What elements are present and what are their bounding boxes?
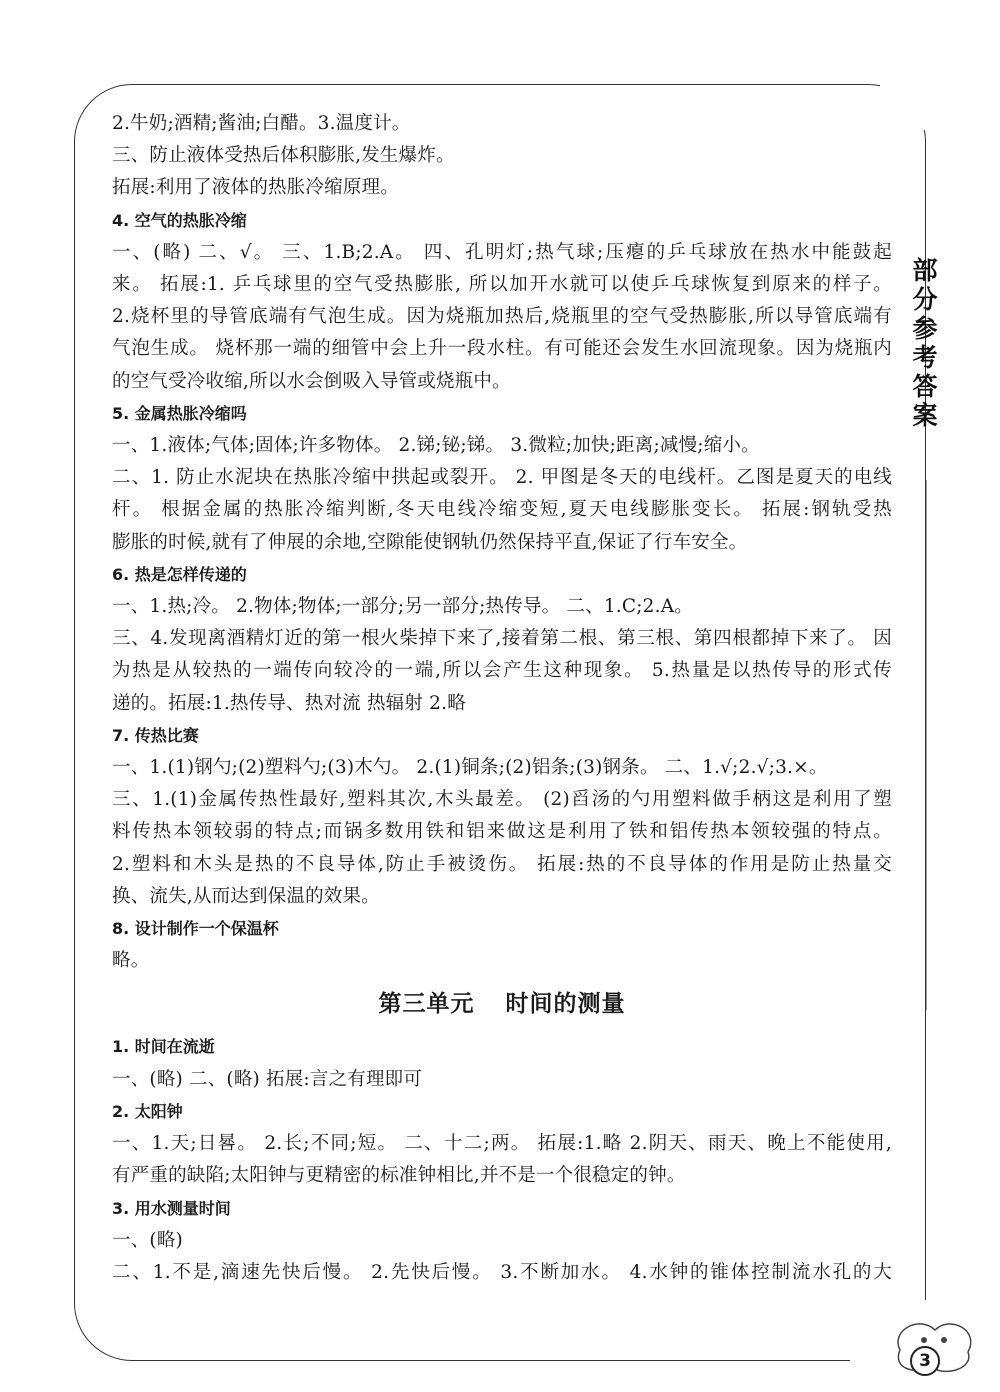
page-number: 3 [910, 1346, 940, 1376]
answer-line: 一、1.天;日晷。 2.长;不同;短。 二、十二;两。 拓展:1.略 2.阴天、雨天、晚上不能使用, [112, 1133, 892, 1155]
section-heading: 6. 热是怎样传递的 [112, 564, 247, 584]
answer-line: 一、1.热;冷。 2.物体;物体;一部分;另一部分;热传导。 二、1.C;2.A。 [112, 596, 693, 618]
answer-line: 换、流失,从而达到保温的效果。 [112, 885, 380, 907]
section-heading: 4. 空气的热胀冷缩 [112, 210, 247, 230]
answer-line: 为热是从较热的一端传向较冷的一端,所以会产生这种现象。 5.热量是以热传导的形式传 [112, 660, 892, 682]
answer-line: 一、(略) [112, 1229, 183, 1251]
answer-line: 二、1.不是,滴速先快后慢。 2.先快后慢。 3.不断加水。 4.水钟的锥体控制流水孔的大 [112, 1261, 892, 1283]
answer-line: 来。 拓展:1. 乒乓球里的空气受热膨胀, 所以加开水就可以使乒乓球恢复到原来的样子。 [112, 274, 892, 296]
answer-line: 略。 [112, 950, 150, 972]
section-side-label: 部分参考答案 [912, 256, 938, 430]
section-heading: 5. 金属热胀冷缩吗 [112, 403, 247, 423]
answer-line: 递的。拓展:1.热传导、热对流 热辐射 2.略 [112, 692, 466, 714]
answer-line: 一、1.液体;气体;固体;许多物体。 2.锑;铋;锑。 3.微粒;加快;距离;减慢;缩小。 [112, 435, 760, 457]
answer-line: 拓展:利用了液体的热胀冷缩原理。 [112, 177, 399, 199]
answer-line: 2.塑料和木头是热的不良导体,防止手被烫伤。 拓展:热的不良导体的作用是防止热量交 [112, 853, 892, 875]
answer-line: 三、4.发现离酒精灯近的第一根火柴掉下来了,接着第二根、第三根、第四根都掉下来了。 因 [112, 628, 892, 650]
section-heading: 1. 时间在流逝 [112, 1037, 215, 1057]
answer-line: 2.烧杯里的导管底端有气泡生成。因为烧瓶加热后,烧瓶里的空气受热膨胀,所以导管底端有 [112, 306, 892, 328]
answer-content [112, 108, 892, 1289]
frame-corner-mask [880, 60, 960, 130]
answer-line: 膨胀的时候,就有了伸展的余地,空隙能使钢轨仍然保持平直,保证了行车安全。 [112, 531, 748, 553]
answer-line: 有严重的缺陷;太阳钟与更精密的标准钟相比,并不是一个很稳定的钟。 [112, 1165, 686, 1187]
answer-line: 杆。 根据金属的热胀冷缩判断,冬天电线冷缩变短,夏天电线膨胀变长。 拓展:钢轨受热 [112, 499, 892, 521]
side-divider [926, 480, 927, 1010]
answer-line: 二、1. 防止水泥块在热胀冷缩中拱起或裂开。 2. 甲图是冬天的电线杆。乙图是夏天的电线 [112, 467, 892, 489]
answer-line: 一、1.(1)钢勺;(2)塑料勺;(3)木勺。 2.(1)铜条;(2)铝条;(3)钢条。 二、1.√;2.√;3.×。 [112, 757, 828, 779]
section-heading: 8. 设计制作一个保温杯 [112, 919, 279, 939]
answer-line: 的空气受冷收缩,所以水会倒吸入导管或烧瓶中。 [112, 370, 511, 392]
answer-line: 三、1.(1)金属传热性最好,塑料其次,木头最差。 (2)舀汤的勺用塑料做手柄这是利用了塑 [112, 789, 892, 811]
answer-line: 气泡生成。 烧杯那一端的细管中会上升一段水柱。有可能还会发生水回流现象。因为烧瓶内 [112, 338, 892, 360]
answer-line: 三、防止液体受热后体积膨胀,发生爆炸。 [112, 145, 455, 167]
section-heading: 2. 太阳钟 [112, 1101, 183, 1121]
answer-line: 一、(略) 二、√。 三、1.B;2.A。 四、孔明灯;热气球;压瘪的乒乓球放在热水中能鼓起 [112, 241, 892, 263]
answer-line: 2.牛奶;酒精;酱油;白醋。3.温度计。 [112, 113, 411, 134]
unit-title: 第三单元 时间的测量 [378, 991, 626, 1018]
answer-line: 一、(略) 二、(略) 拓展:言之有理即可 [112, 1068, 423, 1090]
section-heading: 3. 用水测量时间 [112, 1198, 231, 1218]
answer-line: 料传热本领较弱的特点;而锅多数用铁和铝来做这是利用了铁和铝传热本领较强的特点。 [112, 821, 892, 843]
section-heading: 7. 传热比赛 [112, 725, 199, 745]
